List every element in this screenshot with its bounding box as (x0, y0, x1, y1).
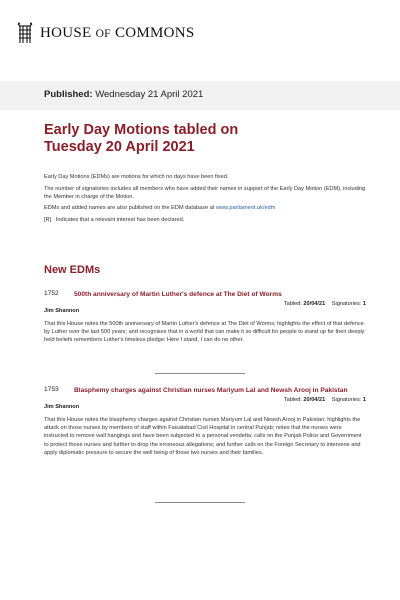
edm-tabled-label: Tabled: (283, 397, 302, 403)
edm-tabled-date: 20/04/21 (303, 301, 326, 307)
brand-house: HOUSE (40, 24, 92, 41)
intro-paragraph-3 (44, 204, 366, 212)
published-date: Wednesday 21 April 2021 (95, 89, 204, 100)
edm-sponsor: Jim Shannon (44, 308, 80, 314)
edm-number: 1752 (44, 290, 59, 297)
edm-body: That this House notes the 500th anniversary of Martin Luther's defence at The Diet of Worms; highlights the effect of that defence by Luther over the last 500 years; and recognises that in a world that can make it so difficult for people to stand up for their deeply held beliefs remembers Luther's timeless pledge: Here I stand, I can do no other. (44, 321, 365, 344)
brand-of: OF (95, 27, 111, 40)
divider (155, 502, 245, 503)
intro-text (44, 173, 366, 227)
intro-paragraph-3-text: EDMs and added names are also published on the EDM database at (44, 205, 216, 211)
edm-database-link[interactable]: www.parliament.uk/edm (215, 205, 276, 211)
intro-paragraph-4: [R] Indicates that a relevant interest has been declared. (44, 216, 185, 223)
section-title-new-edms: New EDMs (44, 264, 101, 276)
edm-tabled-label: Tabled: (283, 301, 302, 307)
edm-signatories-label: Signatories: (331, 397, 362, 403)
edm-head (44, 386, 366, 395)
intro-paragraph-1: Early Day Motions (EDMs) are motions for which no days have been fixed. (44, 174, 229, 180)
published-label: Published: (44, 89, 93, 100)
edm-sponsor: Jim Shannon (44, 404, 80, 410)
page-title (44, 122, 364, 156)
intro-paragraph-2: The number of signatories includes all members who have added their names in support of the Early Day Motion (EDM), including the Member in charge of the Motion. (44, 185, 366, 200)
brand-name (40, 25, 195, 42)
edm-title[interactable]: 500th anniversary of Martin Luther's defence at The Diet of Worms (74, 291, 282, 298)
edm-meta (44, 397, 366, 403)
edm-meta (44, 301, 366, 307)
edm-head (44, 290, 366, 299)
edm-title[interactable]: Blasphemy charges against Christian nurses Mariyum Lal and Newsh Arooj in Pakistan (74, 387, 348, 394)
edm-tabled-date: 20/04/21 (303, 397, 326, 403)
edm-signatories-count: 1 (362, 397, 366, 403)
edm-signatories-count: 1 (362, 301, 366, 307)
edm-signatories-label: Signatories: (331, 301, 362, 307)
brand-header (16, 22, 195, 44)
edm-item (44, 386, 366, 457)
published-line (44, 89, 203, 100)
edm-item (44, 290, 366, 345)
portcullis-icon (16, 22, 34, 44)
page-title-line2: Tuesday 20 April 2021 (44, 139, 195, 155)
page-title-line1: Early Day Motions tabled on (44, 122, 239, 138)
brand-commons: COMMONS (114, 24, 195, 41)
edm-number: 1753 (44, 386, 59, 393)
divider (155, 373, 245, 374)
edm-body: That this House notes the blasphemy charges against Christian nurses Mariyum Lal and Newsh Arooj in Pakistan; highlights the attack on those nurses by members of staff within Faisalabad Civil Hospital in central Punjab; notes that the nurses were instructed to remove wall hangings and have been subjected to a personal vendetta; calls on the Punjab Police and Government to protect those nurses and further to drop the erroneous allegations; and further calls on the Foreign Secretary to intervene and apply diplomatic pressure to secure the well being of those two nurses and their families. (44, 417, 362, 456)
